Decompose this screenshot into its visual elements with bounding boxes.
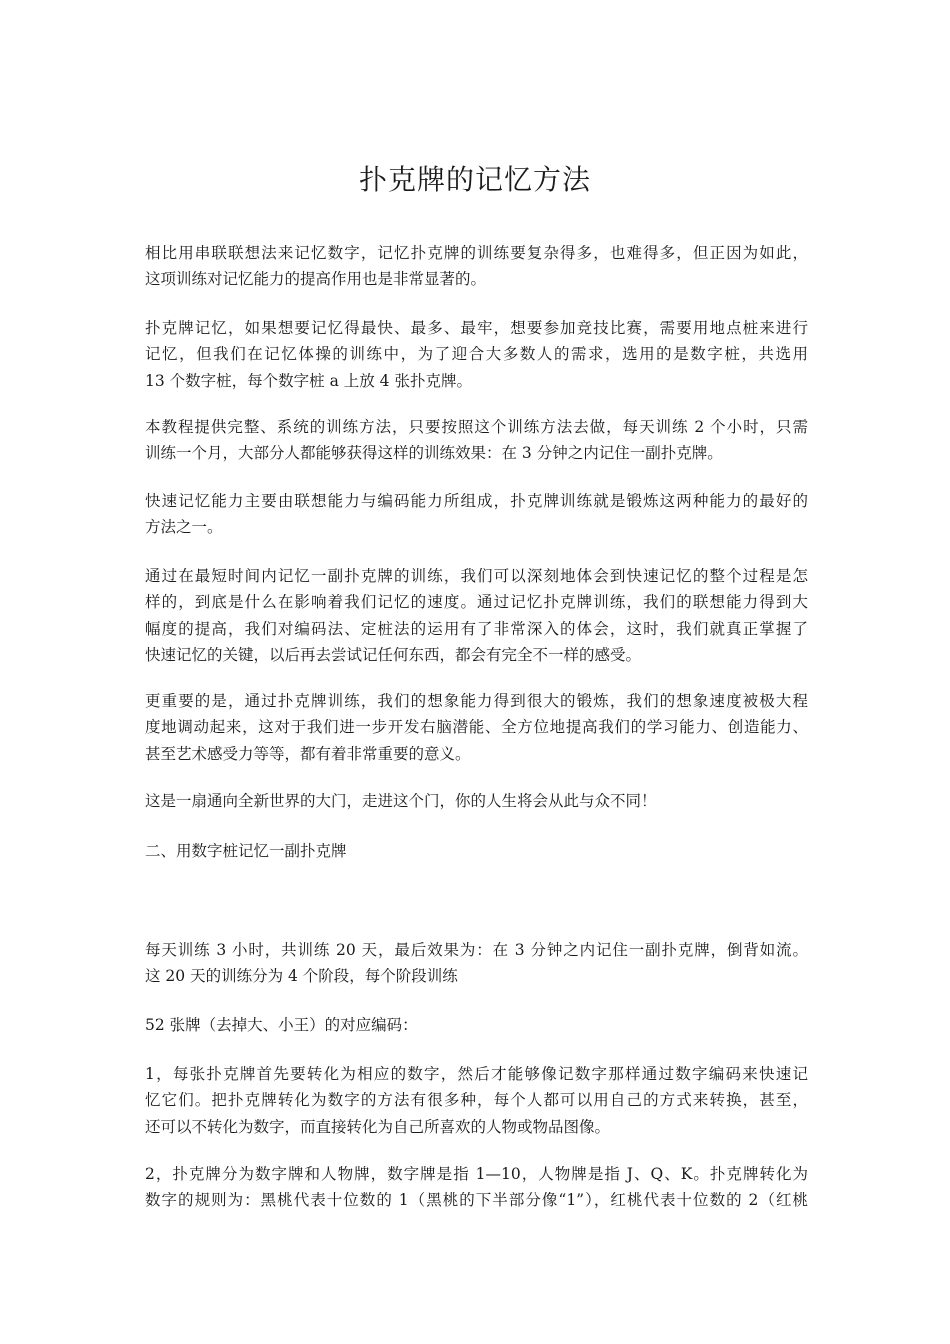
text-line: 更重要的是，通过扑克牌训练，我们的想象能力得到很大的锻炼，我们的想象速度被极大程 <box>145 692 808 710</box>
paragraph-training-method <box>145 414 808 467</box>
text-line: 这是一扇通向全新世界的大门，走进这个门，你的人生将会从此与众不同！ <box>145 792 657 810</box>
paragraph-number-pegs <box>145 315 808 394</box>
paragraph-training-benefits <box>145 563 808 668</box>
text-line: 本教程提供完整、系统的训练方法，只要按照这个训练方法去做，每天训练 2 个小时，只需 <box>145 418 808 436</box>
text-line: 记忆，但我们在记忆体操的训练中，为了迎合大多数人的需求，选用的是数字桩，共选用 <box>145 345 808 364</box>
page-title: 扑克牌的记忆方法 <box>358 163 591 196</box>
paragraph-intro <box>145 240 808 293</box>
paragraph-card-codes <box>145 1012 808 1038</box>
text-line: 扑克牌记忆，如果想要记忆得最快、最多、最牢，想要参加竞技比赛，需要用地点桩来进行 <box>145 319 808 337</box>
paragraph-step-1 <box>145 1061 808 1140</box>
text-line: 1，每张扑克牌首先要转化为相应的数字，然后才能够像记数字那样通过数字编码来快速记 <box>145 1065 808 1083</box>
text-line: 方法之一。 <box>145 518 223 537</box>
text-line: 数字的规则为：黑桃代表十位数的 1（黑桃的下半部分像“1”），红桃代表十位数的 2（红桃 <box>145 1191 808 1210</box>
text-line: 甚至艺术感受力等等，都有着非常重要的意义。 <box>145 744 471 763</box>
text-line: 这项训练对记忆能力的提高作用也是非常显著的。 <box>145 270 487 289</box>
text-line: 幅度的提高，我们对编码法、定桩法的运用有了非常深入的体会，这时，我们就真正掌握了 <box>145 619 808 638</box>
text-line: 2，扑克牌分为数字牌和人物牌，数字牌是指 1—10，人物牌是指 J、Q、K。扑克牌转化为 <box>145 1165 808 1183</box>
text-line: 相比用串联联想法来记忆数字，记忆扑克牌的训练要复杂得多，也难得多，但正因为如此， <box>145 244 808 262</box>
text-line: 每天训练 3 小时，共训练 20 天，最后效果为：在 3 分钟之内记住一副扑克牌，倒背如流。 <box>145 941 808 959</box>
paragraph-step-2 <box>145 1161 808 1214</box>
text-line: 二、用数字桩记忆一副扑克牌 <box>145 842 347 860</box>
paragraph-importance <box>145 688 808 767</box>
section-heading <box>145 838 808 864</box>
text-line: 训练一个月，大部分人都能够获得这样的训练效果：在 3 分钟之内记住一副扑克牌。 <box>145 444 723 463</box>
text-line: 13 个数字桩，每个数字桩 a 上放 4 张扑克牌。 <box>145 371 472 390</box>
text-line: 快速记忆能力主要由联想能力与编码能力所组成，扑克牌训练就是锻炼这两种能力的最好的 <box>145 492 808 510</box>
text-line: 样的，到底是什么在影响着我们记忆的速度。通过记忆扑克牌训练，我们的联想能力得到大 <box>145 593 808 612</box>
text-line: 这 20 天的训练分为 4 个阶段，每个阶段训练 <box>145 967 458 986</box>
text-line: 快速记忆的关键，以后再去尝试记任何东西，都会有完全不一样的感受。 <box>145 645 642 664</box>
paragraph-memory-ability <box>145 488 808 541</box>
paragraph-schedule <box>145 937 808 990</box>
text-line: 52 张牌（去掉大、小王）的对应编码： <box>145 1016 418 1034</box>
text-line: 忆它们。把扑克牌转化为数字的方法有很多种，每个人都可以用自己的方式来转换，甚至， <box>145 1091 808 1110</box>
text-line: 通过在最短时间内记忆一副扑克牌的训练，我们可以深刻地体会到快速记忆的整个过程是怎 <box>145 567 808 585</box>
text-line: 还可以不转化为数字，而直接转化为自己所喜欢的人物或物品图像。 <box>145 1117 611 1136</box>
paragraph-new-world <box>145 788 808 814</box>
text-line: 度地调动起来，这对于我们进一步开发右脑潜能、全方位地提高我们的学习能力、创造能力、 <box>145 718 808 737</box>
